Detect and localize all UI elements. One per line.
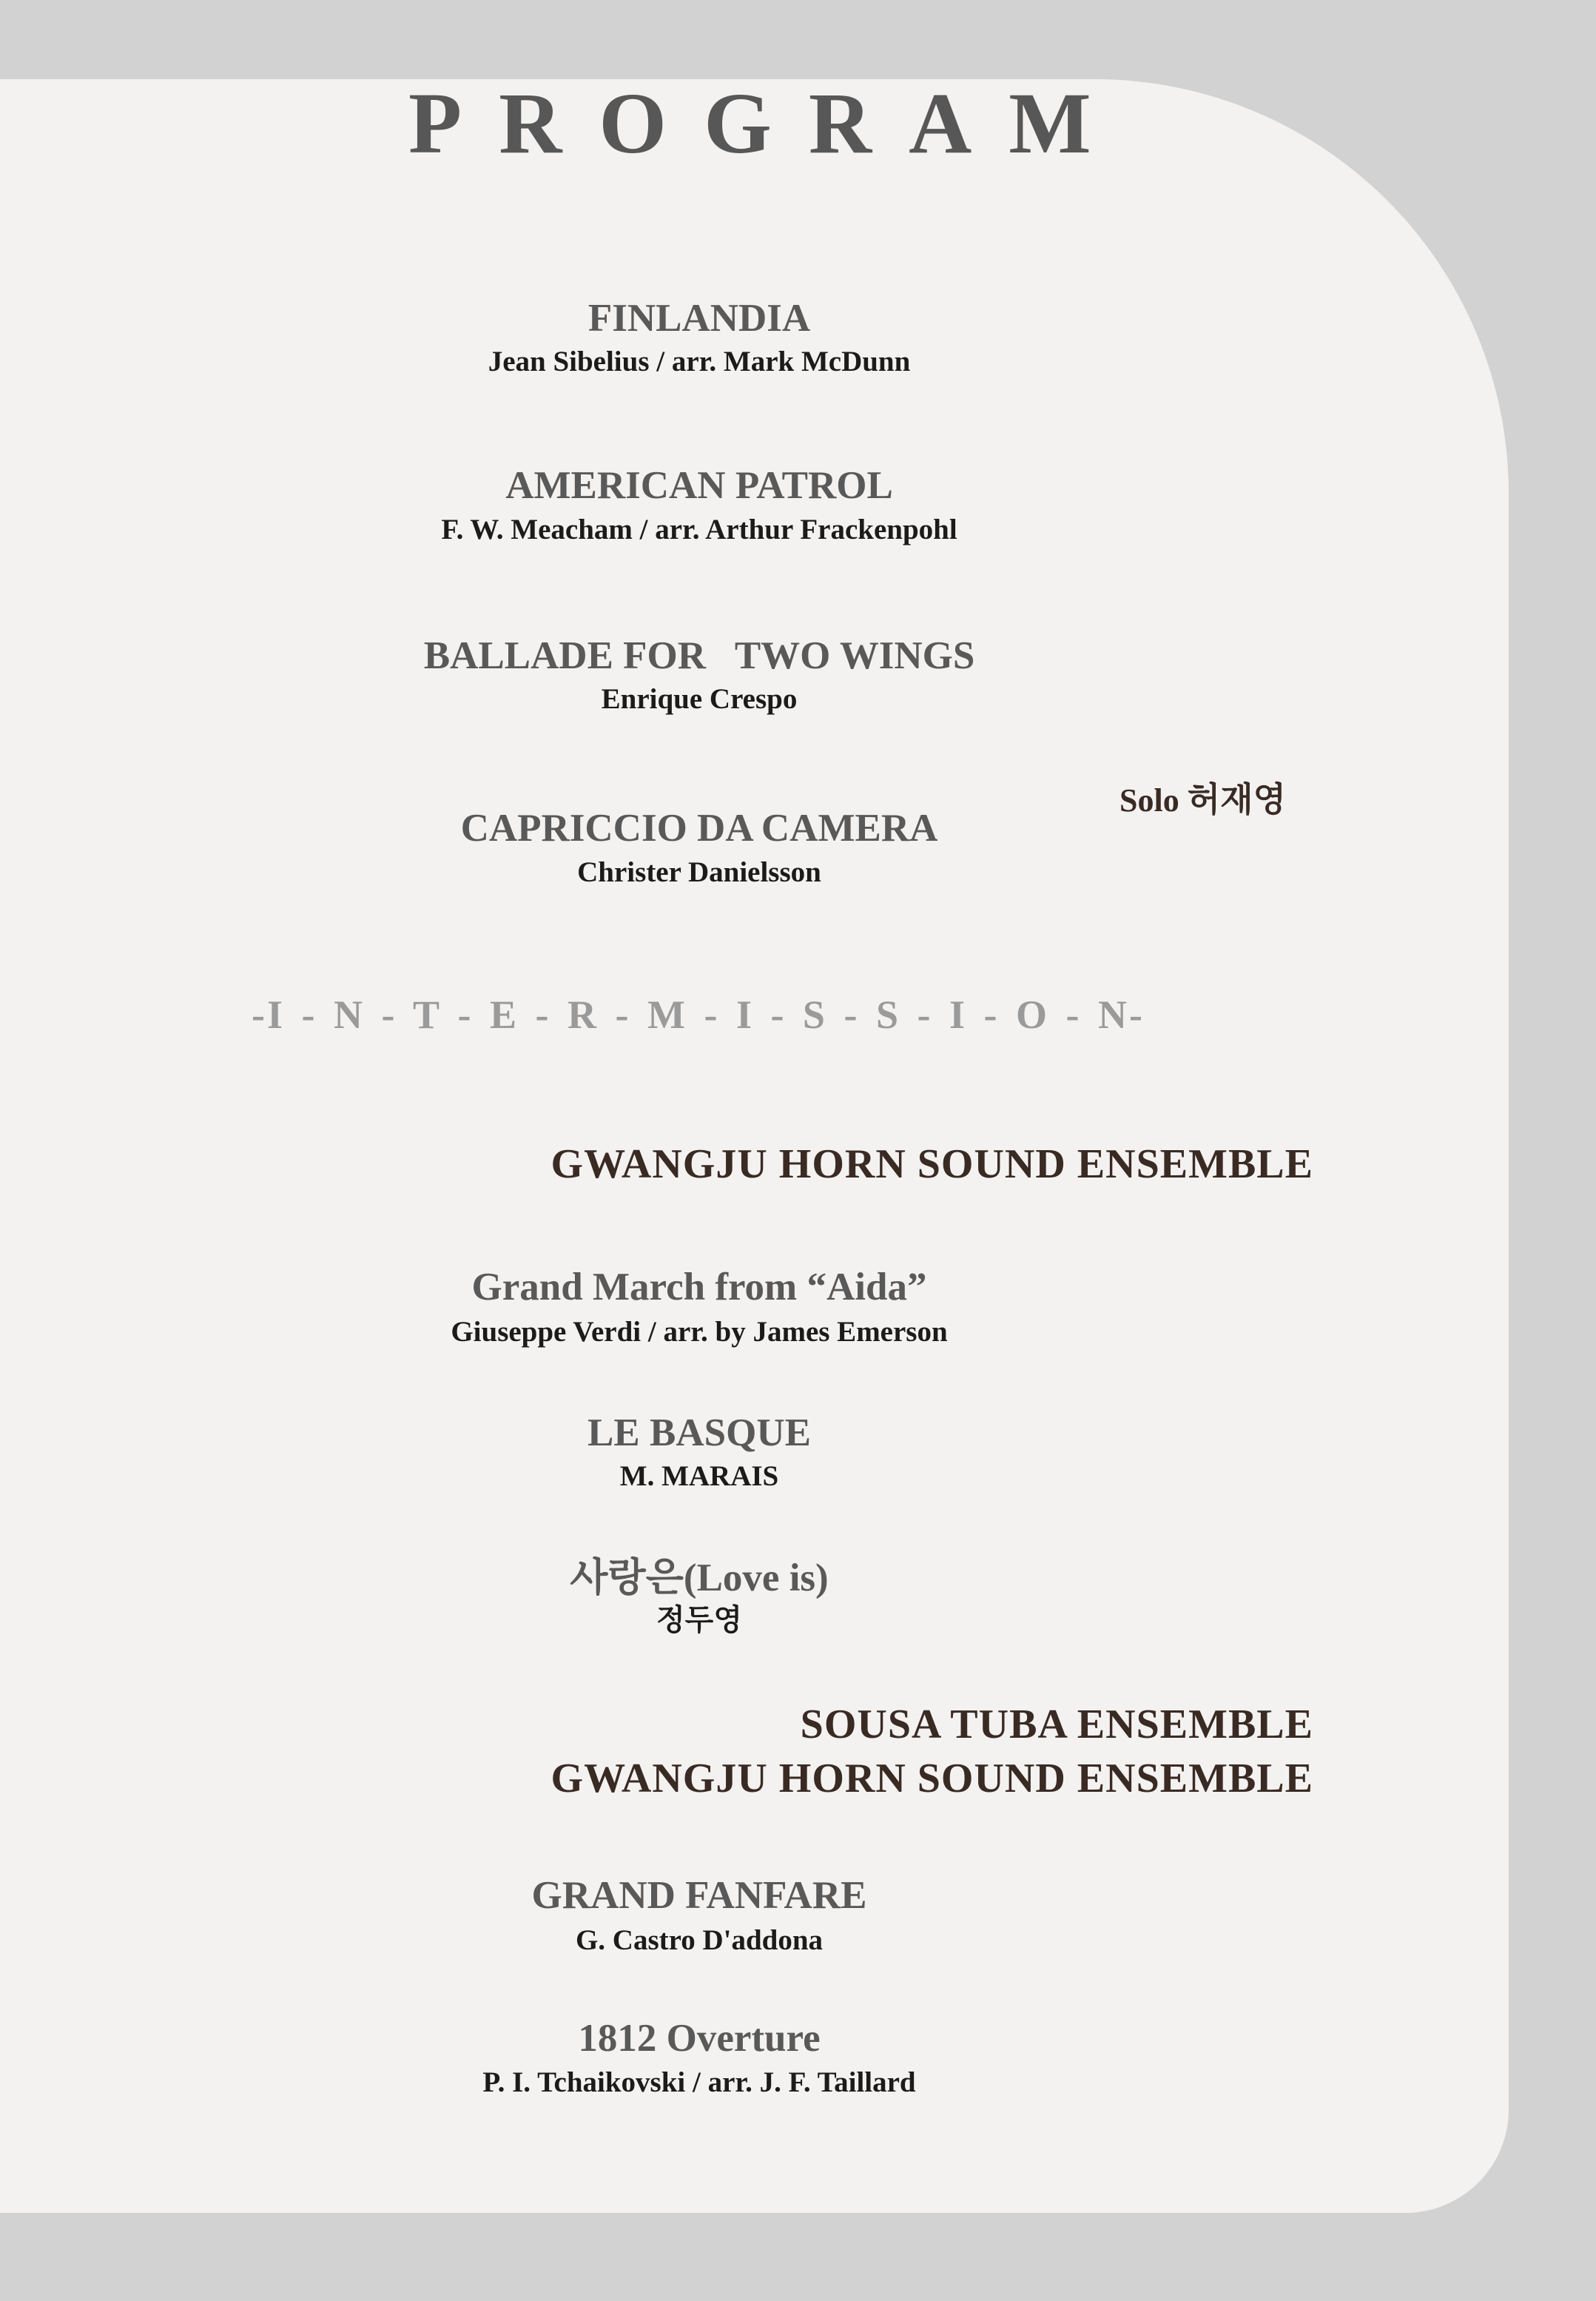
piece-composer: Christer Danielsson (577, 856, 821, 888)
piece-composer: 정두영 (656, 1603, 742, 1637)
piece-composer: Giuseppe Verdi / arr. by James Emerson (451, 1316, 948, 1348)
ensemble-name: GWANGJU HORN SOUND ENSEMBLE (550, 1756, 1313, 1801)
piece-composer: F. W. Meacham / arr. Arthur Frackenpohl (441, 514, 957, 545)
ensemble-name: SOUSA TUBA ENSEMBLE (800, 1702, 1313, 1747)
piece-composer: Jean Sibelius / arr. Mark McDunn (488, 346, 911, 377)
piece-title: AMERICAN PATROL (505, 464, 893, 507)
piece-title-korean: 사랑은 (570, 1555, 684, 1600)
ensemble-name: GWANGJU HORN SOUND ENSEMBLE (550, 1141, 1313, 1187)
piece-composer: P. I. Tchaikovski / arr. J. F. Taillard (482, 2066, 916, 2098)
piece-composer: G. Castro D'addona (575, 1924, 824, 1956)
piece-title: BALLADE FOR TWO WINGS (423, 634, 975, 677)
piece-title: GRAND FANFARE (531, 1874, 867, 1917)
page-title: PROGRAM (408, 75, 1128, 172)
piece-composer: M. MARAIS (619, 1460, 779, 1492)
piece-title (570, 1555, 829, 1600)
piece-title: 1812 Overture (578, 2017, 821, 2060)
piece-composer: Enrique Crespo (601, 683, 798, 715)
solo-label: Solo (1119, 782, 1179, 819)
soloist-name: 허재영 (1187, 779, 1287, 819)
piece-title-english: (Love is) (683, 1556, 829, 1599)
intermission-divider: -I - N - T - E - R - M - I - S - S - I - O - N- (252, 992, 1145, 1037)
piece-title: FINLANDIA (587, 297, 811, 340)
soloist (1119, 779, 1287, 819)
piece-title: LE BASQUE (587, 1411, 811, 1454)
piece-title: CAPRICCIO DA CAMERA (460, 807, 938, 850)
piece-title: Grand March from “Aida” (471, 1266, 927, 1309)
